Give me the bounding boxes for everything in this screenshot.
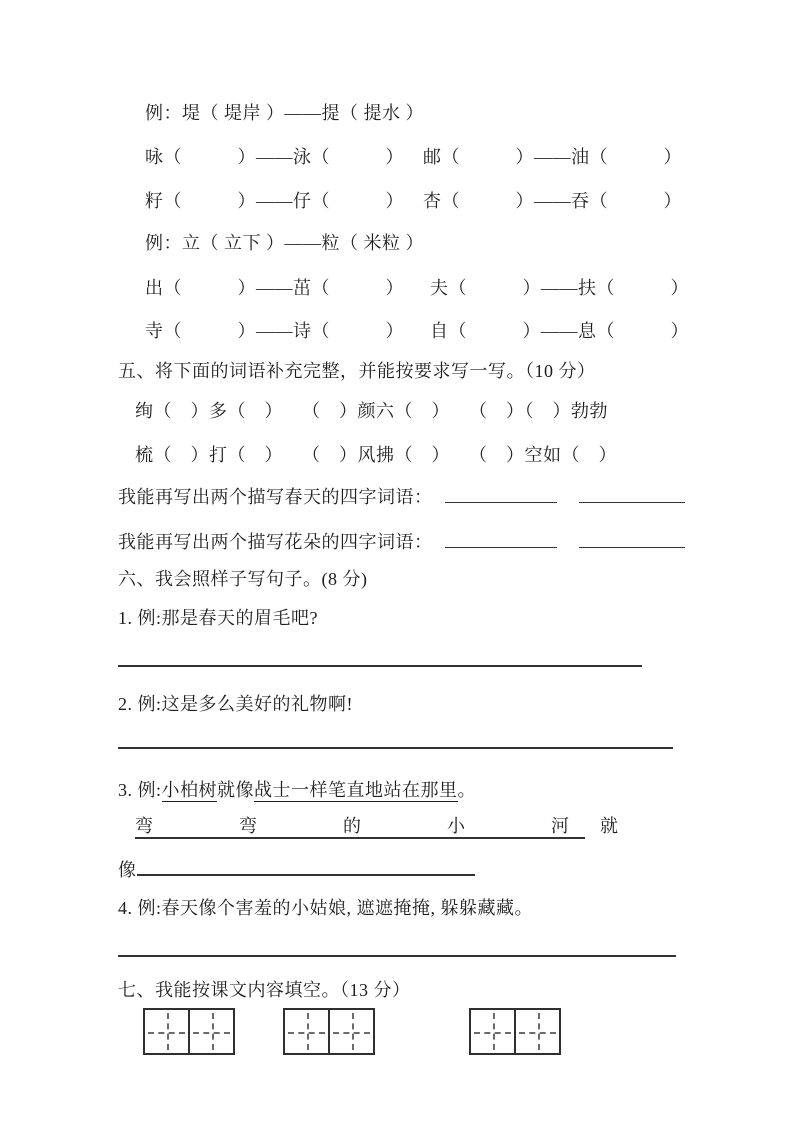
spring-blank-2[interactable] bbox=[579, 483, 685, 503]
item3-prefix: 3. 例: bbox=[118, 780, 162, 800]
answer-line-1[interactable] bbox=[118, 665, 642, 667]
item3-underlined-predicate: 战士一样笔直地站在那里 bbox=[254, 780, 458, 800]
matching-row-4-left: 寺（ ）——诗（ ） bbox=[145, 321, 404, 341]
grid-horizontal-dash bbox=[288, 1032, 325, 1034]
grid-horizontal-dash bbox=[193, 1032, 230, 1034]
matching-row-1-left: 咏（ ）——泳（ ） bbox=[145, 147, 404, 167]
writing-grid-cell[interactable] bbox=[283, 1008, 330, 1055]
writing-grid-pair-1 bbox=[143, 1008, 235, 1055]
grid-horizontal-dash bbox=[333, 1032, 370, 1034]
spread-char: 弯 bbox=[135, 816, 153, 836]
spread-char: 小 bbox=[447, 816, 465, 836]
writing-grid-cell[interactable] bbox=[514, 1008, 561, 1055]
spring-blank-1[interactable] bbox=[445, 483, 557, 503]
spread-char: 弯 bbox=[239, 816, 257, 836]
writing-grid-cell[interactable] bbox=[328, 1008, 375, 1055]
section5-flower-prompt-line bbox=[118, 528, 685, 555]
answer-line-2[interactable] bbox=[118, 747, 673, 749]
flower-blank-1[interactable] bbox=[445, 528, 557, 548]
flower-blank-2[interactable] bbox=[579, 528, 685, 548]
matching-row-2-right: 杏（ ）——吞（ ） bbox=[423, 191, 682, 211]
matching-row-2-left: 籽（ ）——仔（ ） bbox=[145, 191, 404, 211]
grid-horizontal-dash bbox=[148, 1032, 185, 1034]
spread-char: 河 bbox=[551, 816, 569, 836]
like-lead-char: 像 bbox=[118, 860, 137, 880]
section5-word-row-2: 梳（ ）打（ ） （ ）风拂（ ） （ ）空如（ ） bbox=[135, 445, 617, 465]
section6-item-3-continuation bbox=[118, 855, 475, 883]
writing-grid-cell[interactable] bbox=[469, 1008, 516, 1055]
matching-row-3-left: 出（ ）——茁（ ） bbox=[145, 278, 404, 298]
matching-row-3-right: 夫（ ）——扶（ ） bbox=[430, 278, 689, 298]
flower-prompt-text: 我能再写出两个描写花朵的四字词语： bbox=[118, 532, 433, 552]
matching-row-4-right: 自（ ）——息（ ） bbox=[430, 321, 689, 341]
section7-heading: 七、我能按课文内容填空。（13 分） bbox=[118, 980, 411, 1000]
matching-row-1-right: 邮（ ）——油（ ） bbox=[423, 147, 682, 167]
matching-example-2: 例：立（ 立下 ）——粒（ 米粒 ） bbox=[145, 233, 424, 253]
section6-item-2: 2. 例:这是多么美好的礼物啊! bbox=[118, 694, 353, 714]
section6-item-3 bbox=[118, 777, 476, 803]
matching-example-1: 例：堤（ 堤岸 ）——提（ 提水 ） bbox=[145, 103, 424, 123]
section5-spring-prompt-line bbox=[118, 483, 685, 510]
grid-horizontal-dash bbox=[474, 1032, 511, 1034]
writing-grid-pair-3 bbox=[469, 1008, 561, 1055]
section6-item-4: 4. 例:春天像个害羞的小姑娘, 遮遮掩掩, 躲躲藏藏。 bbox=[118, 898, 533, 918]
section6-heading: 六、我会照样子写句子。(8 分) bbox=[118, 569, 368, 589]
answer-line-3b[interactable] bbox=[137, 855, 475, 876]
item3-mid: 就像 bbox=[217, 780, 255, 800]
grid-horizontal-dash bbox=[519, 1032, 556, 1034]
section5-heading: 五、将下面的词语补充完整，并能按要求写一写。（10 分） bbox=[118, 361, 596, 381]
item3-underlined-subject: 小柏树 bbox=[161, 780, 218, 800]
writing-grid-pair-2 bbox=[283, 1008, 375, 1055]
spring-prompt-text: 我能再写出两个描写春天的四字词语： bbox=[118, 487, 433, 507]
writing-grid-cell[interactable] bbox=[188, 1008, 235, 1055]
spread-tail-char: 就 bbox=[600, 816, 619, 836]
item3-suffix: 。 bbox=[457, 780, 477, 800]
spread-char: 的 bbox=[343, 816, 361, 836]
section6-item-1: 1. 例:那是春天的眉毛吧? bbox=[118, 608, 318, 628]
answer-line-4[interactable] bbox=[118, 955, 676, 957]
section5-word-row-1: 绚（ ）多（ ） （ ）颜六（ ） （ ）（ ）勃勃 bbox=[135, 401, 608, 421]
answer-line-3a[interactable] bbox=[135, 814, 585, 839]
writing-grid-cell[interactable] bbox=[143, 1008, 190, 1055]
